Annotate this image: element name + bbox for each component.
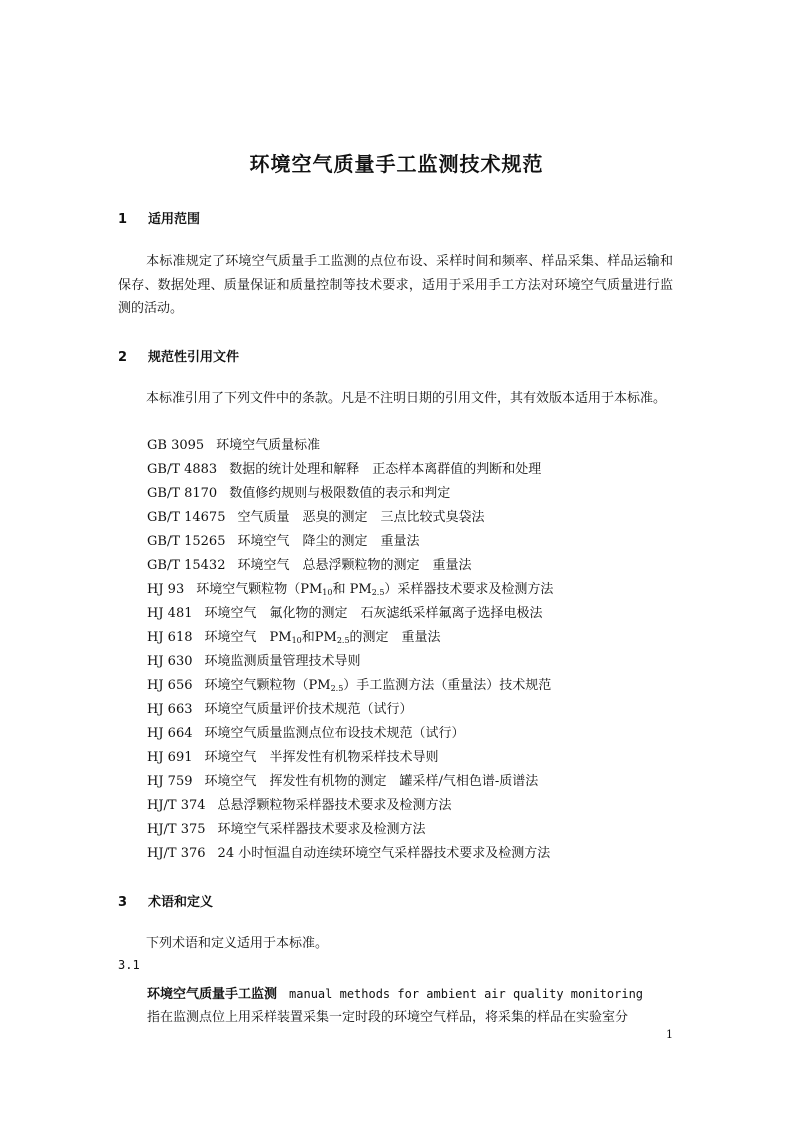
reference-item: HJ 93 环境空气颗粒物（$PM_{10}$和 $PM_{2.5}$）采样器技术要求及检测方法 <box>147 582 554 597</box>
reference-list <box>147 434 553 866</box>
reference-item: HJ 618 环境空气 $PM_{10}$和$PM_{2.5}$的测定 重量法 <box>147 630 441 645</box>
section-2-paragraph <box>118 387 673 411</box>
reference-item: GB/T 15432 环境空气 总悬浮颗粒物的测定 重量法 <box>147 558 472 573</box>
reference-item: HJ 664 环境空气质量监测点位布设技术规范（试行） <box>147 726 465 741</box>
section-2-title: 规范性引用文件 <box>148 350 240 365</box>
section-3-title: 术语和定义 <box>148 895 214 910</box>
section-3-text: 下列术语和定义适用于本标准。 <box>146 936 329 951</box>
reference-item: HJ 759 环境空气 挥发性有机物的测定 罐采样/气相色谱-质谱法 <box>147 774 539 789</box>
section-3-paragraph <box>118 932 673 956</box>
reference-item: GB/T 14675 空气质量 恶臭的测定 三点比较式臭袋法 <box>147 510 485 525</box>
reference-item: HJ/T 376 24 小时恒温自动连续环境空气采样器技术要求及检测方法 <box>147 846 551 861</box>
section-3-number: 3 <box>118 895 128 910</box>
term-number: 3.1 <box>118 958 140 972</box>
term-name-zh: 环境空气质量手工监测 <box>147 987 278 1002</box>
reference-item: GB/T 15265 环境空气 降尘的测定 重量法 <box>147 534 420 549</box>
reference-item: HJ 691 环境空气 半挥发性有机物采样技术导则 <box>147 750 439 765</box>
section-1-number: 1 <box>118 212 128 227</box>
reference-item: HJ 663 环境空气质量评价技术规范（试行） <box>147 702 413 717</box>
reference-item: GB/T 4883 数据的统计处理和解释 正态样本离群值的判断和处理 <box>147 462 542 477</box>
section-1-heading <box>118 208 200 227</box>
document-title: 环境空气质量手工监测技术规范 <box>249 152 544 176</box>
section-2-text: 本标准引用了下列文件中的条款。凡是不注明日期的引用文件，其有效版本适用于本标准。 <box>146 391 667 406</box>
section-1-paragraph <box>118 250 673 321</box>
reference-item: HJ 481 环境空气 氟化物的测定 石灰滤纸采样氟离子选择电极法 <box>147 606 543 621</box>
term-definition: 指在监测点位上用采样装置采集一定时段的环境空气样品，将采集的样品在实验室分 <box>147 1010 629 1025</box>
section-2-heading <box>118 346 239 365</box>
section-3-heading <box>118 891 213 910</box>
section-1-text: 本标准规定了环境空气质量手工监测的点位布设、采样时间和频率、样品采集、样品运输和保存、数据处理、质量保证和质量控制等技术要求，适用于采用手工方法对环境空气质量进行监测的活动。 <box>118 254 673 316</box>
reference-item: HJ/T 375 环境空气采样器技术要求及检测方法 <box>147 822 426 837</box>
reference-item: HJ/T 374 总悬浮颗粒物采样器技术要求及检测方法 <box>147 798 452 813</box>
reference-item: HJ 630 环境监测质量管理技术导则 <box>147 654 361 669</box>
reference-item: HJ 656 环境空气颗粒物$(PM_{2.5})$手工监测方法（重量法）技术规范 <box>147 678 552 693</box>
term-name-en: manual methods for ambient air quality monitoring <box>289 987 644 1001</box>
reference-item: GB/T 8170 数值修约规则与极限数值的表示和判定 <box>147 486 451 501</box>
section-1-title: 适用范围 <box>148 212 201 227</box>
term-line <box>147 983 643 1002</box>
page-number: 1 <box>666 1028 673 1041</box>
section-2-number: 2 <box>118 350 128 365</box>
reference-item: GB 3095 环境空气质量标准 <box>147 438 321 453</box>
